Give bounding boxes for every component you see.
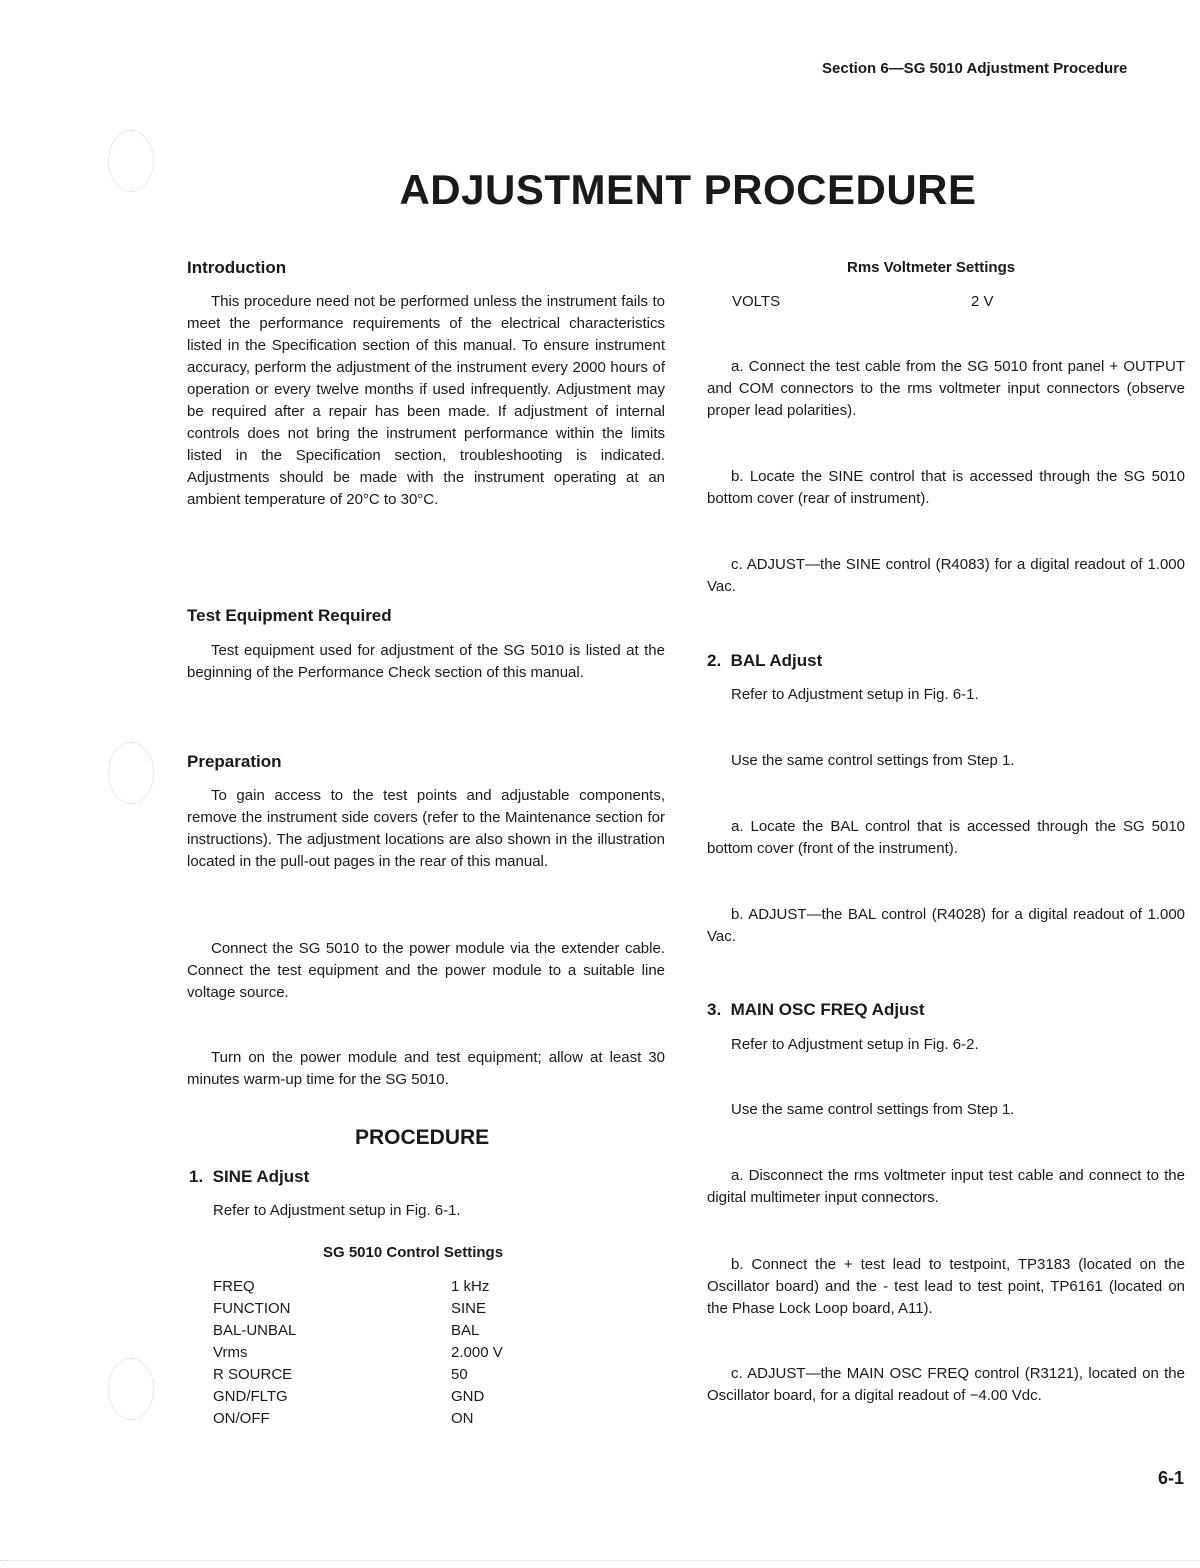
step2-heading: 2. BAL Adjust <box>707 651 823 670</box>
setting-name: Vrms <box>213 1344 248 1361</box>
setting-name: BAL-UNBAL <box>213 1322 297 1339</box>
punch-hole-bottom <box>108 1358 154 1420</box>
introduction-text: This procedure need not be performed unless the instrument fails to meet the performance requirements of the electrical characteristics listed in the Specification section of this manual. To ensure instrument accuracy, perform the adjustment of the instrument every 2000 hours of operation or every twelve months if used infrequently. Adjustment may be required after a repair has been made. If adjustment of internal controls does not bring the instrument performance within the limits listed in the Specification section, troubleshooting is indicated. Adjustments should be made with the instrument operating at an ambient temperature of 20°C to 30°C. <box>187 293 665 508</box>
test-equipment-text: Test equipment used for adjustment of the SG 5010 is listed at the beginning of the Performance Check section of this manual. <box>187 642 665 681</box>
rms-settings-heading: Rms Voltmeter Settings <box>847 259 1016 276</box>
step1-b: b. Locate the SINE control that is accessed through the SG 5010 bottom cover (rear of instrument). <box>707 468 1185 507</box>
setting-value: 1 kHz <box>451 1278 490 1295</box>
setting-value: ON <box>451 1410 474 1427</box>
preparation-text-2: Connect the SG 5010 to the power module via the extender cable. Connect the test equipment and the power module to a suitable line voltage source. <box>187 940 665 1001</box>
setting-name: ON/OFF <box>213 1410 270 1427</box>
step3-heading: 3. MAIN OSC FREQ Adjust <box>707 1000 925 1019</box>
settings-row <box>213 1364 503 1386</box>
preparation-text-1: To gain access to the test points and adjustable components, remove the instrument side covers (refer to the Maintenance section for instructions). The adjustment locations are also shown in the illustration located in the pull-out pages in the rear of this manual. <box>187 787 665 870</box>
setting-name: GND/FLTG <box>213 1388 288 1405</box>
step2-b: b. ADJUST—the BAL control (R4028) for a digital readout of 1.000 Vac. <box>707 906 1185 945</box>
step1-c: c. ADJUST—the SINE control (R4083) for a digital readout of 1.000 Vac. <box>707 556 1185 595</box>
setting-name: FREQ <box>213 1278 255 1295</box>
step2-a: a. Locate the BAL control that is accessed through the SG 5010 bottom cover (front of the instrument). <box>707 818 1185 857</box>
procedure-heading: PROCEDURE <box>355 1126 490 1149</box>
settings-row <box>213 1386 503 1408</box>
setting-value: 2.000 V <box>451 1344 503 1361</box>
setting-name: FUNCTION <box>213 1300 291 1317</box>
settings-row <box>213 1276 503 1298</box>
rms-setting-name: VOLTS <box>732 293 781 310</box>
page-number: 6-1 <box>1158 1468 1185 1488</box>
settings-row <box>213 1408 503 1430</box>
setting-value: BAL <box>451 1322 480 1339</box>
setting-value: SINE <box>451 1300 487 1317</box>
setting-value: GND <box>451 1388 485 1405</box>
page-title: ADJUSTMENT PROCEDURE <box>399 166 977 213</box>
settings-row <box>213 1320 503 1342</box>
step2-same-settings: Use the same control settings from Step 1. <box>731 752 1015 769</box>
introduction-heading: Introduction <box>187 258 287 277</box>
step3-same-settings: Use the same control settings from Step 1. <box>731 1101 1015 1118</box>
punch-hole-middle <box>108 742 154 804</box>
step3-c: c. ADJUST—the MAIN OSC FREQ control (R3121), located on the Oscillator board, for a digital readout of −4.00 Vdc. <box>707 1365 1185 1404</box>
step3-reference: Refer to Adjustment setup in Fig. 6-2. <box>731 1036 979 1053</box>
step1-reference: Refer to Adjustment setup in Fig. 6-1. <box>213 1202 461 1219</box>
preparation-heading: Preparation <box>187 752 282 771</box>
scan-dotted-edge <box>0 1560 1200 1563</box>
test-equipment-heading: Test Equipment Required <box>187 606 392 625</box>
step3-a: a. Disconnect the rms voltmeter input test cable and connect to the digital multimeter input connectors. <box>707 1167 1185 1206</box>
rms-setting-value: 2 V <box>971 293 994 310</box>
settings-row <box>213 1298 503 1320</box>
step1-heading: 1. SINE Adjust <box>189 1167 310 1186</box>
setting-value: 50 <box>451 1366 468 1383</box>
section-header: Section 6—SG 5010 Adjustment Procedure <box>822 60 1128 77</box>
step3-b: b. Connect the + test lead to testpoint, TP3183 (located on the Oscillator board) and the - test lead to test point, TP6161 (located on the Phase Lock Loop board, A11). <box>707 1256 1185 1317</box>
step1-a: a. Connect the test cable from the SG 5010 front panel + OUTPUT and COM connectors to the rms voltmeter input connectors (observe proper lead polarities). <box>707 358 1185 419</box>
control-settings-heading: SG 5010 Control Settings <box>323 1244 504 1261</box>
control-settings-table <box>213 1276 503 1430</box>
settings-row <box>213 1342 503 1364</box>
preparation-text-3: Turn on the power module and test equipment; allow at least 30 minutes warm-up time for the SG 5010. <box>187 1049 665 1088</box>
step2-reference: Refer to Adjustment setup in Fig. 6-1. <box>731 686 979 703</box>
setting-name: R SOURCE <box>213 1366 293 1383</box>
